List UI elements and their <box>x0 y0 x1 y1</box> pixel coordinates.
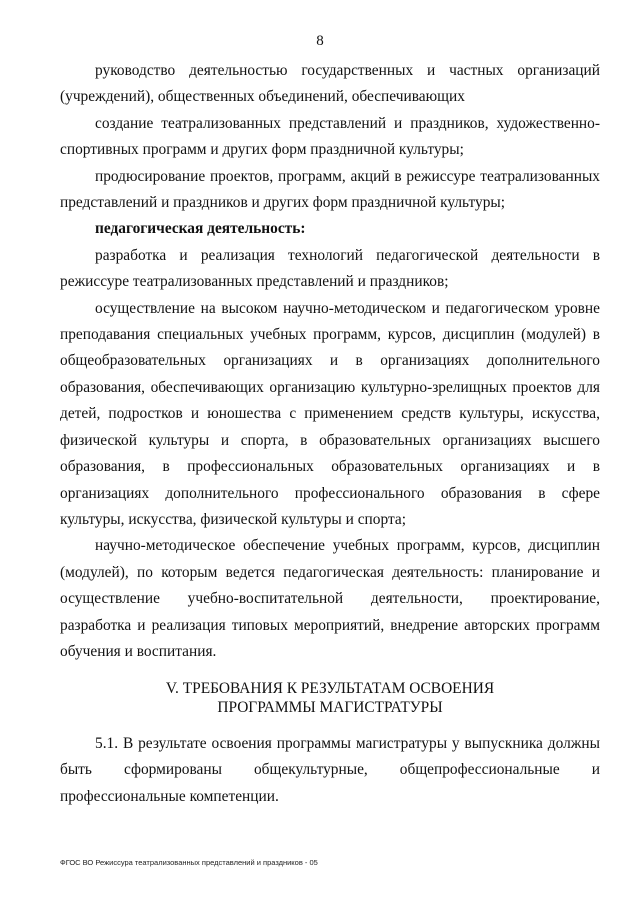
paragraph-creation: создание театрализованных представлений и праздников, художественно-спортивных программ и других форм праздничной культуры; <box>60 114 600 159</box>
clause-text <box>60 731 600 810</box>
paragraph-development: разработка и реализация технологий педагогической деятельности в режиссуре театрализованных представлений и праздников; <box>60 246 600 291</box>
pedagogical-activity-heading: педагогическая деятельность: <box>95 220 306 238</box>
paragraph-management: руководство деятельностью государственных и частных организаций (учреждений), общественных объединений, обеспечивающих <box>60 62 600 106</box>
section-heading-line-1: V. ТРЕБОВАНИЯ К РЕЗУЛЬТАТАМ ОСВОЕНИЯ <box>165 680 495 697</box>
body-text <box>60 58 600 665</box>
page-number: 8 <box>316 33 324 49</box>
section-heading-line-2: ПРОГРАММЫ МАГИСТРАТУРЫ <box>217 699 443 716</box>
paragraph-methodology: научно-методическое обеспечение учебных программ, курсов, дисциплин (модулей), по которым ведется педагогическая деятельность: планирование и осуществление учебно-воспитательной деятельности, проектирование, разработка и реализация типовых мероприятий, внедрение авторских программ обучения и воспитания. <box>60 537 600 660</box>
paragraph-production: продюсирование проектов, программ, акций в режиссуре театрализованных представлений и праздников и других форм праздничной культуры; <box>60 167 600 212</box>
clause-5-1: 5.1. В результате освоения программы магистратуры у выпускника должны быть сформированы общекультурные, общепрофессиональные и профессиональные компетенции. <box>60 735 600 805</box>
section-heading <box>60 679 600 717</box>
page-footer: ФГОС ВО Режиссура театрализованных представлений и праздников - 05 <box>60 858 318 867</box>
paragraph-teaching: осуществление на высоком научно-методическом и педагогическом уровне преподавания специальных учебных программ, курсов, дисциплин (модулей) в общеобразовательных организациях и в организациях дополнительного образования, обеспечивающих организацию культурно-зрелищных проектов для детей, подростков и юношества с применением средств культуры, искусства, физической культуры и спорта, в образовательных организациях высшего образования, в профессиональных образовательных организациях и в организациях дополнительного профессионального образования в сфере культуры, искусства, физической культуры и спорта; <box>60 299 600 528</box>
